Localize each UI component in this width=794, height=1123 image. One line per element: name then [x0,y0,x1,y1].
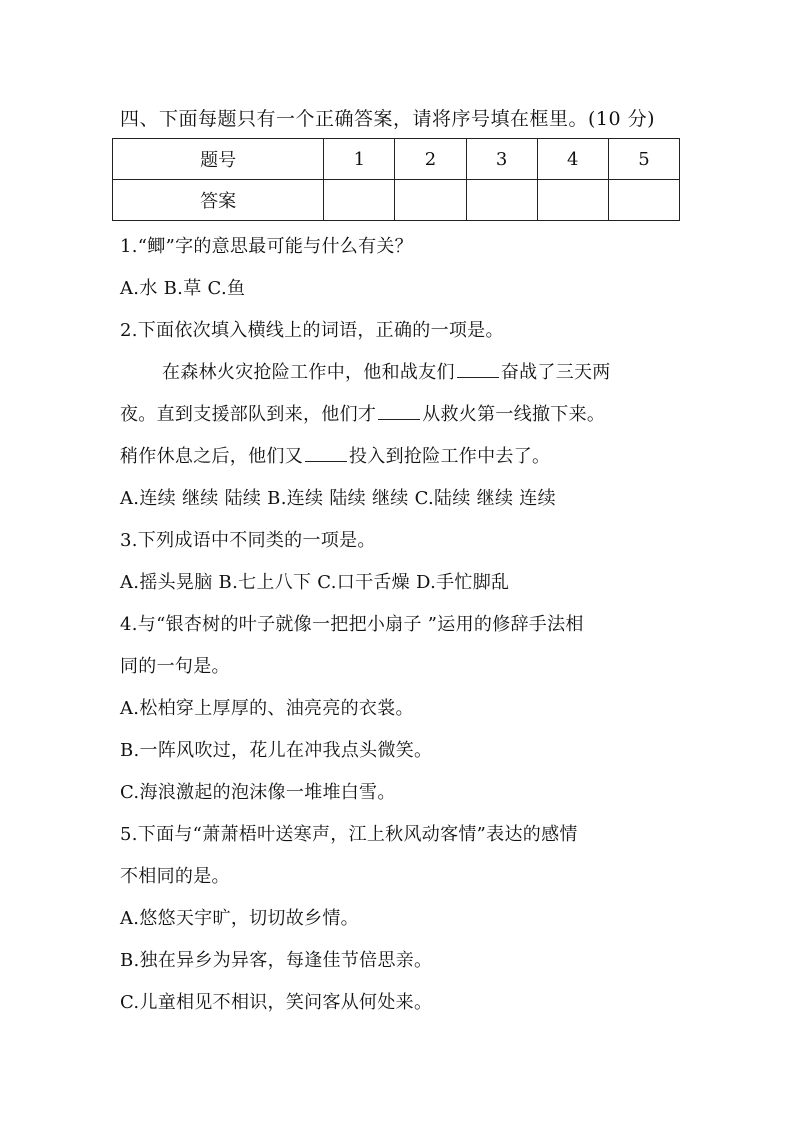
q5-stem-line-2: 不相同的是。 [120,866,230,887]
q1-options: A.水 B.草 C.鱼 [120,278,246,299]
q2-passage-text: 夜。直到支援部队到来，他们才 [120,404,377,425]
q2-passage-text: 从救火第一线撤下来。 [422,404,606,425]
q3-options: A.摇头晃脑 B.七上八下 C.口干舌燥 D.手忙脚乱 [120,572,510,593]
q4-option-a: A.松柏穿上厚厚的、油亮亮的衣裳。 [120,698,414,719]
answer-cell-1[interactable] [324,180,395,221]
fill-blank[interactable] [457,359,499,378]
q2-options: A.连续 继续 陆续 B.连续 陆续 继续 C.陆续 继续 连续 [120,488,556,509]
answer-cell-2[interactable] [395,180,466,221]
table-row [113,180,680,221]
q4-option-c: C.海浪激起的泡沫像一堆堆白雪。 [120,782,396,803]
q2-passage-line-2 [120,400,605,426]
row-label-question-number: 题号 [113,139,324,180]
fill-blank[interactable] [378,401,420,420]
section-heading: 四、下面每题只有一个正确答案，请将序号填在框里。(10 分) [120,108,656,130]
q2-passage-line-3 [120,442,550,468]
q2-passage-text: 在森林火灾抢险工作中，他和战友们 [162,362,455,383]
question-number-cell: 5 [608,139,679,180]
q5-stem-line-1: 5.下面与“萧萧梧叶送寒声，江上秋风动客情”表达的感情 [120,824,578,845]
q2-stem: 2.下面依次填入横线上的词语，正确的一项是。 [120,320,504,341]
answer-cell-3[interactable] [466,180,537,221]
q1-stem: 1.“鲫”字的意思最可能与什么有关？ [120,236,413,257]
q5-option-b: B.独在异乡为异客，每逢佳节倍思亲。 [120,950,433,971]
q2-passage-text: 稍作休息之后，他们又 [120,446,303,467]
fill-blank[interactable] [305,443,347,462]
q5-option-a: A.悠悠天宇旷，切切故乡情。 [120,908,359,929]
answer-table [112,138,680,221]
table-row [113,139,680,180]
q3-stem: 3.下列成语中不同类的一项是。 [120,530,376,551]
q2-passage-line-1 [162,358,611,384]
answer-cell-5[interactable] [608,180,679,221]
question-number-cell: 4 [537,139,608,180]
q2-passage-text: 奋战了三天两 [500,362,611,383]
q4-stem-line-2: 同的一句是。 [120,656,230,677]
q2-passage-text: 投入到抢险工作中去了。 [349,446,551,467]
q4-stem-line-1: 4.与“银杏树的叶子就像一把把小扇子 ”运用的修辞手法相 [120,614,584,635]
question-number-cell: 1 [324,139,395,180]
q4-option-b: B.一阵风吹过，花儿在冲我点头微笑。 [120,740,433,761]
answer-cell-4[interactable] [537,180,608,221]
row-label-answer: 答案 [113,180,324,221]
question-number-cell: 3 [466,139,537,180]
question-number-cell: 2 [395,139,466,180]
q5-option-c: C.儿童相见不相识，笑问客从何处来。 [120,992,433,1013]
